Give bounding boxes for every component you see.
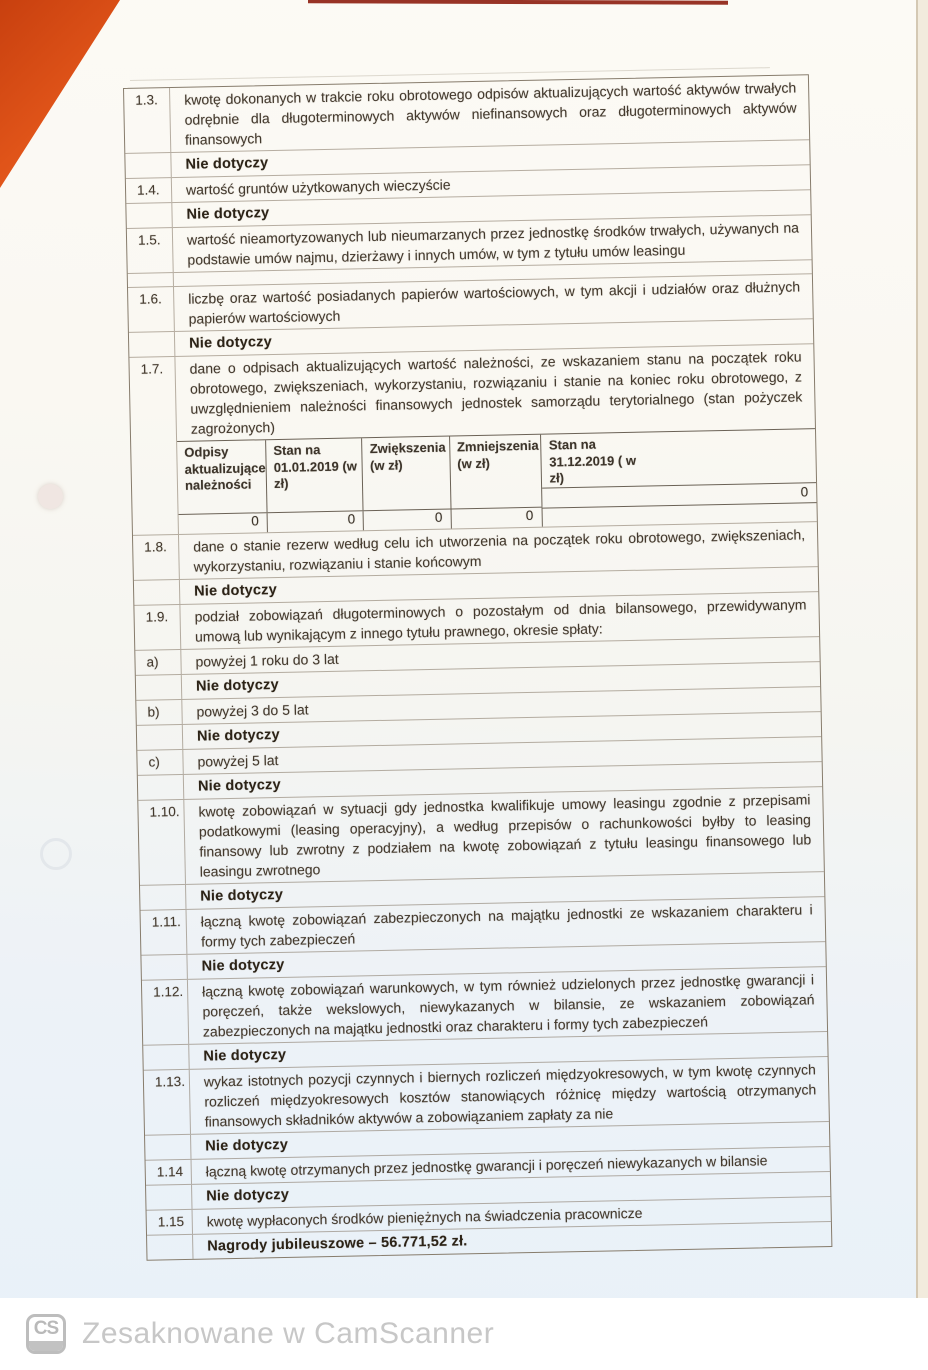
row-text: powyżej 3 do 5 lat [196, 700, 309, 720]
row-number: c) [137, 749, 183, 774]
allowance-header-cell: Zmniejszenia (w zł) [450, 435, 542, 508]
row-number: 1.14 [146, 1159, 192, 1184]
row-text: powyżej 1 roku do 3 lat [195, 650, 339, 670]
row-number: 1.15 [147, 1209, 193, 1234]
row-number [147, 1234, 193, 1259]
row-number [134, 579, 180, 604]
row-text: kwotę wypłaconych środków pieniężnych na świadczenia pracownicze [206, 1204, 643, 1230]
row-text: podział zobowiązań długoterminowych o pozostałym od dnia bilansowego, przewidywanym umową lub wynikającym z innego tytułu prawnego, okresie spłaty: [194, 595, 807, 645]
answer-text: Nie dotyczy [188, 334, 273, 352]
row-text: liczbę oraz wartość posiadanych papierów wartościowych, w tym akcji i udziałów oraz dłużnych papierów wartościowych [188, 278, 801, 327]
disclosure-table [123, 74, 832, 1260]
row-number: 1.12. [142, 979, 189, 1044]
row-number: 1.3. [124, 88, 171, 153]
row-number: 1.9. [134, 604, 181, 649]
camscanner-bar [0, 1298, 928, 1370]
row-number [145, 1134, 191, 1159]
answer-text: Nie dotyczy [206, 1186, 290, 1205]
camscanner-watermark-text: Zesaknowane w CamScanner [82, 1317, 495, 1350]
row-number [137, 724, 183, 749]
row-number: 1.4. [126, 178, 172, 203]
row-number: 1.7. [129, 357, 179, 534]
row-number [125, 153, 171, 178]
allowance-value-cell: 0 [179, 513, 268, 534]
answer-text: Nie dotyczy [186, 205, 270, 223]
row-text: dane o stanie rezerw według celu ich utworzenia na początek roku obrotowego, zwiększeniach, wykorzystaniu, rozwiązaniu i stanie końcowym [193, 525, 806, 575]
orange-corner-artifact [0, 0, 120, 188]
allowance-value-cell: 0 [451, 507, 542, 528]
answer-text: Nie dotyczy [196, 726, 280, 745]
camscanner-logo-icon [26, 1314, 66, 1354]
camscanner-logo-text: CS [33, 1318, 59, 1339]
row-number [128, 273, 174, 287]
row-text: wykaz istotnych pozycji czynnych i biernych rozliczeń międzyokresowych, w tym kwotę czynnych rozliczeń międzyokresowych kosztów stanowiących różnicę między wartością otrzymanych finansowych składników aktywów a zobowiązaniem zapłaty za nie [203, 1060, 817, 1130]
allowance-value-cell: 0 [268, 511, 365, 532]
table-row-with-subtable [129, 344, 816, 535]
allowance-header-cell: Stan na 01.01.2019 (w zł) [266, 438, 364, 511]
answer-text: Nie dotyczy [193, 581, 278, 600]
hole-punch-bottom [40, 838, 72, 870]
row-number [140, 884, 186, 909]
answer-text: Nie dotyczy [195, 676, 279, 695]
allowance-subtable-lastcol [541, 429, 817, 526]
allowance-value-cell: 0 [542, 482, 817, 509]
row-number: a) [135, 649, 181, 674]
row-number: 1.11. [141, 909, 188, 954]
row-number: 1.10. [138, 799, 186, 884]
camscanner-logo-bar [29, 1341, 63, 1351]
page-right-edge [916, 0, 928, 1298]
hole-punch-top [38, 484, 63, 509]
row-text: wartość nieamortyzowanych lub nieumarzanych przez jednostkę środków trwałych, używanych na podstawie umów najmu, dzierżawy i innych umów, w tym z tytułu umów leasingu [186, 219, 800, 268]
row-number [146, 1184, 192, 1209]
answer-text: Nagrody jubileuszowe – 56.771,52 zł. [207, 1232, 468, 1255]
row-number: b) [136, 699, 182, 724]
answer-text: Nie dotyczy [203, 1046, 287, 1065]
row-number: 1.5. [127, 228, 174, 273]
row-number: 1.8. [133, 534, 180, 579]
row-number [129, 332, 175, 357]
row-text: powyżej 5 lat [197, 751, 279, 770]
allowance-header-cell: Stan na 31.12.2019 ( w zł) [548, 436, 637, 486]
row-text: łączną kwotę zobowiązań warunkowych, w tym również udzielonych przez jednostkę gwarancji i poręczeń, także wekslowych, niewykazanych w bilansie, ze wskazaniem zobowiązań zabezpieczonych na majątku jednostki oraz charakteru i formy tych zabezpieczeń [201, 970, 815, 1040]
top-edge-strip [308, 0, 728, 5]
answer-text: Nie dotyczy [205, 1136, 289, 1155]
row-number: 1.13. [144, 1069, 191, 1134]
row-number [136, 674, 182, 699]
row-number [143, 1044, 189, 1069]
row-text: wartość gruntów użytkowanych wieczyście [185, 176, 451, 198]
row-text: łączną kwotę otrzymanych przez jednostkę gwarancji i poręczeń niewykazanych w bilansie [205, 1151, 768, 1180]
allowance-value-cell: 0 [364, 509, 452, 530]
row-content [175, 344, 816, 533]
row-text: łączną kwotę zobowiązań zabezpieczonych na majątku jednostki ze wskazaniem charakteru i formy tych zabezpieczeń [200, 900, 813, 950]
answer-text: Nie dotyczy [201, 956, 285, 975]
allowance-header-row [177, 435, 542, 514]
answer-text: Nie dotyczy [197, 776, 281, 795]
allowance-header-cell: Zwiększenia (w zł) [363, 437, 452, 510]
row-text: dane o odpisach aktualizujących wartość należności, ze wskazaniem stanu na początek roku obrotowego, zwiększeniach, wykorzystaniu, rozwiązaniu i stanie na koniec roku obrotowego, z uwzględnieniem należności finansowych jednostek samorządu terytorialnego (stan pożyczek zagrożonych) [189, 348, 803, 437]
row-number [138, 774, 184, 799]
allowance-header-cell: Odpisy aktualizujące należności [177, 440, 268, 513]
row-number [126, 203, 172, 228]
row-number [141, 954, 187, 979]
row-text: kwotę zobowiązań w sytuacji gdy jednostka kwalifikuje umowy leasingu zgodnie z przepisami podatkowymi (leasing operacyjny), a według przepisów o rachunkowości byłby to leasing finansowy lub zwrotny z podziałem na kwotę zobowiązań z tytułu leasingu finansowego lub leasingu zwrotnego [198, 790, 812, 880]
table-row [138, 787, 824, 886]
allowance-subtable-left [177, 435, 542, 534]
answer-text: Nie dotyczy [185, 155, 269, 173]
answer-text: Nie dotyczy [200, 886, 284, 905]
row-number: 1.6. [128, 287, 175, 332]
row-text: kwotę dokonanych w trakcie roku obrotowego odpisów aktualizujących wartość aktywów trwałych odrębnie dla długoterminowych aktywów niefinansowych oraz długoterminowych aktywów finansowych [184, 79, 797, 148]
allowance-subtable [177, 428, 817, 533]
